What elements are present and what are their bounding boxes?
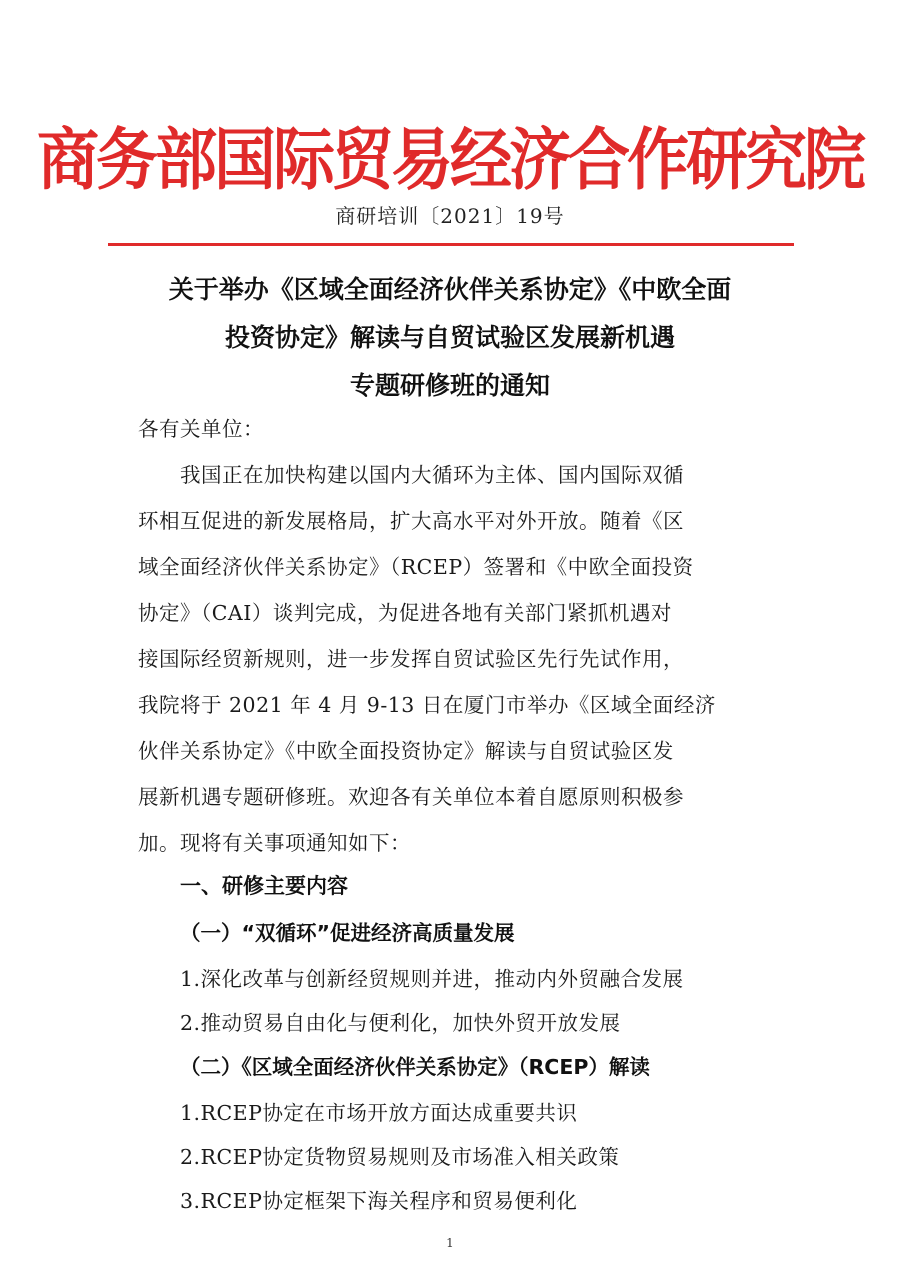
subsection-heading: （二）《区域全面经济伙伴关系协定》（RCEP）解读: [180, 1055, 650, 1079]
intro-line: 伙伴关系协定》《中欧全面投资协定》解读与自贸试验区发: [138, 739, 674, 763]
list-item: 2.推动贸易自由化与便利化，加快外贸开放发展: [180, 1011, 621, 1035]
intro-line: 协定》（CAI）谈判完成，为促进各地有关部门紧抓机遇对: [138, 601, 672, 625]
org-letterhead: 商务部国际贸易经济合作研究院: [36, 120, 863, 200]
intro-line: 我院将于 2021 年 4 月 9-13 日在厦门市举办《区域全面经济: [138, 693, 716, 717]
list-item: 1.深化改革与创新经贸规则并进，推动内外贸融合发展: [180, 967, 684, 991]
intro-line: 展新机遇专题研修班。欢迎各有关单位本着自愿原则积极参: [138, 785, 684, 809]
document-number: 商研培训〔2021〕19号: [335, 204, 565, 228]
intro-line: 环相互促进的新发展格局，扩大高水平对外开放。随着《区: [138, 509, 684, 533]
subsection-heading: （一）“双循环”促进经济高质量发展: [180, 921, 515, 945]
intro-line: 接国际经贸新规则，进一步发挥自贸试验区先行先试作用，: [138, 647, 684, 671]
title-line-3: 专题研修班的通知: [349, 371, 550, 400]
intro-line: 加。现将有关事项通知如下：: [138, 831, 411, 855]
section-heading: 一、研修主要内容: [180, 874, 348, 898]
list-item: 1.RCEP协定在市场开放方面达成重要共识: [180, 1101, 578, 1125]
intro-line: 域全面经济伙伴关系协定》（RCEP）签署和《中欧全面投资: [138, 555, 694, 579]
title-line-2: 投资协定》解读与自贸试验区发展新机遇: [224, 323, 675, 352]
title-line-1: 关于举办《区域全面经济伙伴关系协定》《中欧全面: [168, 275, 732, 304]
salutation: 各有关单位：: [138, 417, 264, 441]
list-item: 3.RCEP协定框架下海关程序和贸易便利化: [180, 1189, 578, 1213]
intro-line: 我国正在加快构建以国内大循环为主体、国内国际双循: [180, 463, 684, 487]
page-number: 1: [446, 1236, 454, 1250]
list-item: 2.RCEP协定货物贸易规则及市场准入相关政策: [180, 1145, 620, 1169]
red-divider: [108, 243, 794, 246]
